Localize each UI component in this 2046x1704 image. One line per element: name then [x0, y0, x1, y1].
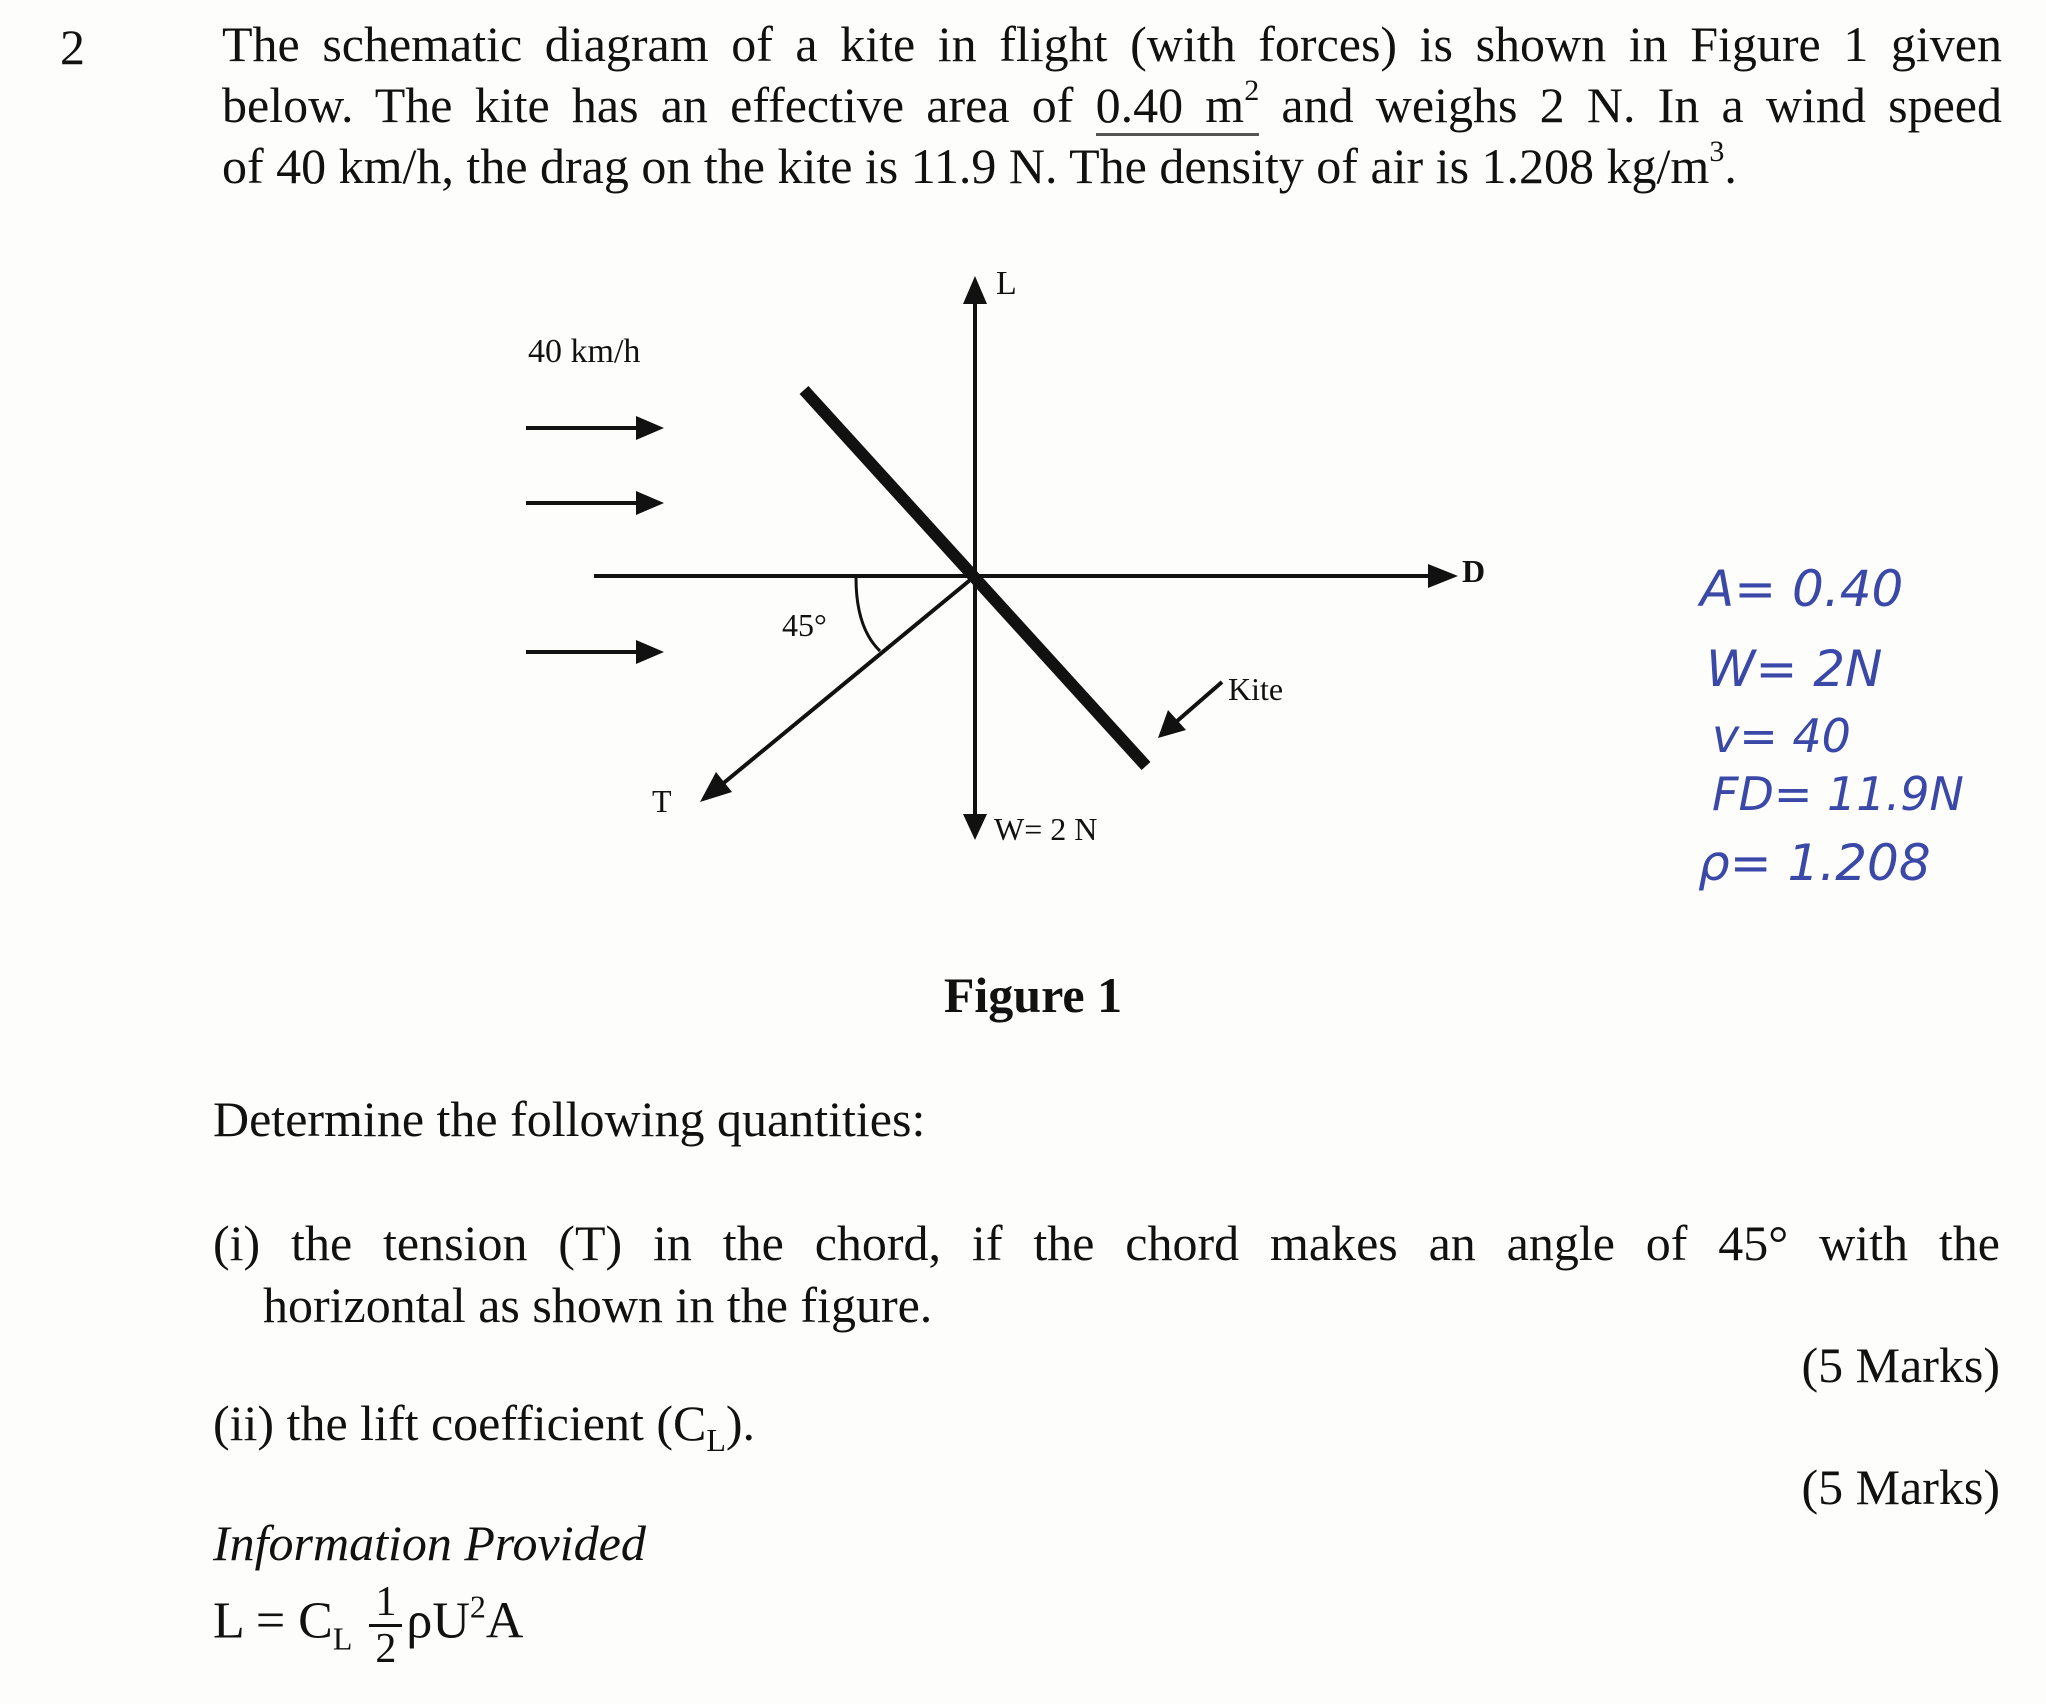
part-ii: (ii) the lift coefficient $(C_L)$. [213, 1395, 756, 1458]
wind-arrows [526, 416, 664, 664]
area-value: 0.40 $m^2$ [1096, 77, 1260, 136]
note-weight: W= 2N [1706, 640, 1883, 698]
weight-arrowhead [963, 814, 987, 840]
wind-arrowhead-3 [636, 640, 664, 664]
figure-caption: Figure 1 [943, 967, 1123, 1023]
lift-label: L [996, 265, 1017, 302]
note-drag: FD= 11.9N [1712, 767, 1964, 821]
angle-arc [856, 578, 880, 651]
fraction-half: $\frac{1}{2}$ [369, 1580, 402, 1671]
lift-arrowhead [963, 276, 987, 304]
weight-vector [963, 576, 987, 840]
determine-heading: Determine the following quantities: [213, 1091, 926, 1147]
intro-line-2: below. The kite has an effective area of 0.40 $m^2$ and weighs 2 N. In a wind speed [222, 75, 2002, 136]
part-i-line-2: horizontal as shown in the figure. [263, 1277, 933, 1333]
tension-arrowhead [700, 772, 732, 802]
angle-label: 45° [782, 607, 827, 643]
part-ii-marks: (5 Marks) [1801, 1459, 2000, 1515]
wind-arrowhead-1 [636, 416, 664, 440]
part-i [213, 1212, 2000, 1336]
info-heading: Information Provided [213, 1515, 646, 1571]
note-velocity: v= 40 [1712, 709, 1851, 763]
note-area: A= 0.40 [1700, 560, 1904, 618]
drag-label: D [1462, 553, 1486, 589]
lift-formula: $L = C_L$ $\frac{1}{2}$ $\rho U^2A$ [213, 1579, 524, 1672]
weight-label: W= 2 N [994, 811, 1098, 847]
kite-label: Kite [1228, 671, 1284, 707]
kite-pointer [1158, 682, 1222, 738]
lift-vector [963, 276, 987, 576]
handwritten-notes [1697, 560, 1964, 892]
drag-vector [594, 564, 1458, 588]
wind-arrowhead-2 [636, 491, 664, 515]
drag-arrowhead [1428, 564, 1458, 588]
part-i-line-1: (i) the tension (T) in the chord, if the chord makes an angle of 45° with the [213, 1215, 2000, 1271]
wind-speed-label: 40 km/h [528, 333, 641, 370]
intro-line-3: of 40 km/h, the drag on the kite is 11.9 N. The density of air is 1.208 $kg/m^3$. [222, 135, 1737, 194]
intro-line-1: The schematic diagram of a kite in flight (with forces) is shown in Figure 1 given [222, 16, 2002, 72]
question-number: 2 [60, 19, 85, 75]
tension-vector [700, 576, 975, 802]
part-i-marks: (5 Marks) [1801, 1337, 2000, 1393]
note-density: ρ= 1.208 [1698, 834, 1931, 892]
tension-label: T [652, 783, 672, 819]
